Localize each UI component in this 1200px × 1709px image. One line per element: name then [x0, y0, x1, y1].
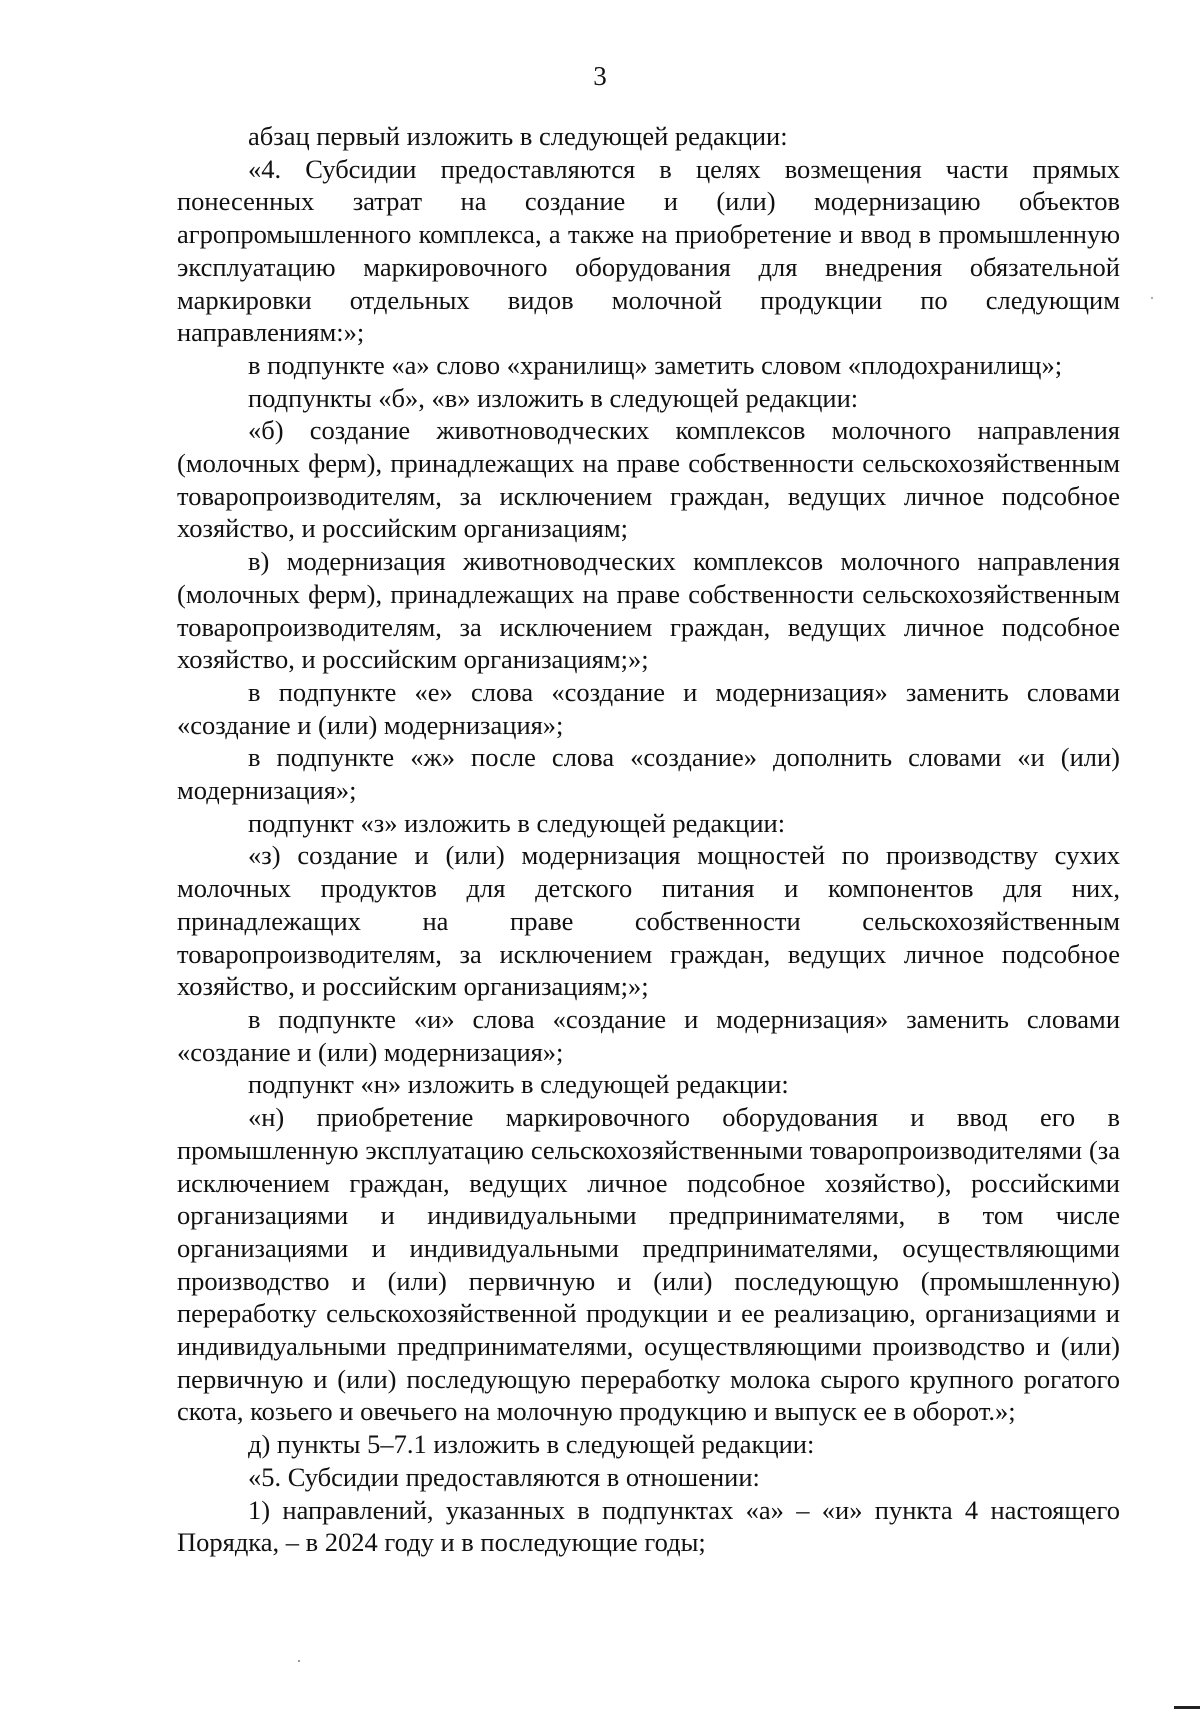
paragraph: 1) направлений, указанных в подпунктах «а» – «и» пункта 4 настоящего Порядка, – в 2024 году и в последующие годы;: [177, 1494, 1120, 1558]
paragraph: «н) приобретение маркировочного оборудования и ввод его в промышленную эксплуатацию сельскохозяйственными товаропроизводителями (за исключением граждан, ведущих личное подсобное хозяйство), российскими организациями и индивидуальными предпринимателями, в том числе организациями и индивидуальными предпринимателями, осуществляющими производство и (или) первичную и (или) последующую (промышленную) переработку сельскохозяйственной продукции и ее реализацию, организациями и индивидуальными предпринимателями, осуществляющими производство и (или) первичную и (или) последующую переработку молока сырого крупного рогатого скота, козьего и овечьего на молочную продукцию и выпуск ее в оборот.»;: [177, 1102, 1120, 1427]
paragraph: «б) создание животноводческих комплексов молочного направления (молочных ферм), принадлежащих на праве собственности сельскохозяйственным товаропроизводителям, за исключением граждан, ведущих личное подсобное хозяйство, и российским организациям;: [177, 415, 1120, 544]
paragraph: в подпункте «ж» после слова «создание» дополнить словами «и (или) модернизация»;: [177, 742, 1120, 806]
document-body: [177, 120, 1120, 1559]
paragraph: подпункт «н» изложить в следующей редакции:: [248, 1069, 789, 1100]
scan-speck: [1151, 297, 1153, 299]
paragraph: «5. Субсидии предоставляются в отношении:: [248, 1461, 760, 1492]
page-number: 3: [593, 61, 607, 91]
paragraph: в подпункте «е» слова «создание и модернизация» заменить словами «создание и (или) модернизация»;: [177, 676, 1120, 740]
paragraph: в подпункте «и» слова «создание и модернизация» заменить словами «создание и (или) модернизация»;: [177, 1003, 1120, 1067]
paragraph: в) модернизация животноводческих комплексов молочного направления (молочных ферм), принадлежащих на праве собственности сельскохозяйственным товаропроизводителям, за исключением граждан, ведущих личное подсобное хозяйство, и российским организациям;»;: [177, 546, 1120, 675]
scan-speck: [298, 1660, 300, 1662]
paragraph: подпункт «з» изложить в следующей редакции:: [248, 807, 786, 838]
paragraph: подпункты «б», «в» изложить в следующей редакции:: [248, 382, 859, 413]
paragraph: «з) создание и (или) модернизация мощностей по производству сухих молочных продуктов для детского питания и компонентов для них, принадлежащих на праве собственности сельскохозяйственным товаропроизводителям, за исключением граждан, ведущих личное подсобное хозяйство, и российским организациям;»;: [177, 840, 1120, 1002]
paragraph: «4. Субсидии предоставляются в целях возмещения части прямых понесенных затрат на создание и (или) модернизацию объектов агропромышленного комплекса, а также на приобретение и ввод в промышленную эксплуатацию маркировочного оборудования для внедрения обязательной маркировки отдельных видов молочной продукции по следующим направлениям:»;: [177, 153, 1120, 348]
paragraph: д) пункты 5–7.1 изложить в следующей редакции:: [248, 1429, 815, 1460]
paragraph: в подпункте «а» слово «хранилищ» заметить словом «плодохранилищ»;: [248, 349, 1063, 380]
paragraph: абзац первый изложить в следующей редакции:: [248, 121, 788, 151]
